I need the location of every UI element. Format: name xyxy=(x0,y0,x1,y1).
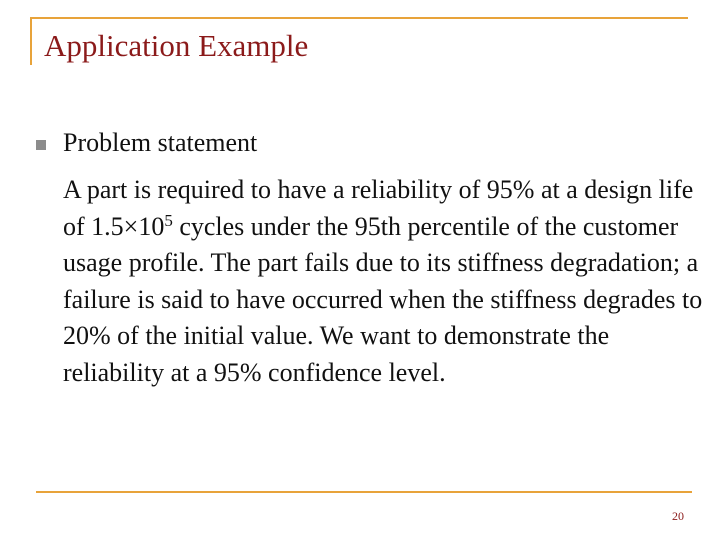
left-border-line xyxy=(30,17,32,65)
top-border-line xyxy=(30,17,688,19)
problem-statement-text xyxy=(63,172,713,391)
body-text-exponent: 5 xyxy=(164,210,173,230)
page-number: 20 xyxy=(672,509,684,523)
footer-line xyxy=(36,491,692,493)
square-bullet-icon xyxy=(36,140,46,150)
body-text-part1: A part is required to have a reliability of 95% at a design life of 1.5×10 xyxy=(63,175,694,241)
bullet-label: Problem statement xyxy=(63,128,258,157)
slide-title: Application Example xyxy=(44,28,309,63)
bullet-item xyxy=(36,128,257,158)
body-text-part2: cycles under the 95th percentile of the customer usage profile. The part fails due to its stiffness degradation; a failure is said to have occurred when the stiffness degrades to 20% of the initial value. We want to demonstrate the reliability at a 95% confidence level. xyxy=(63,211,703,387)
